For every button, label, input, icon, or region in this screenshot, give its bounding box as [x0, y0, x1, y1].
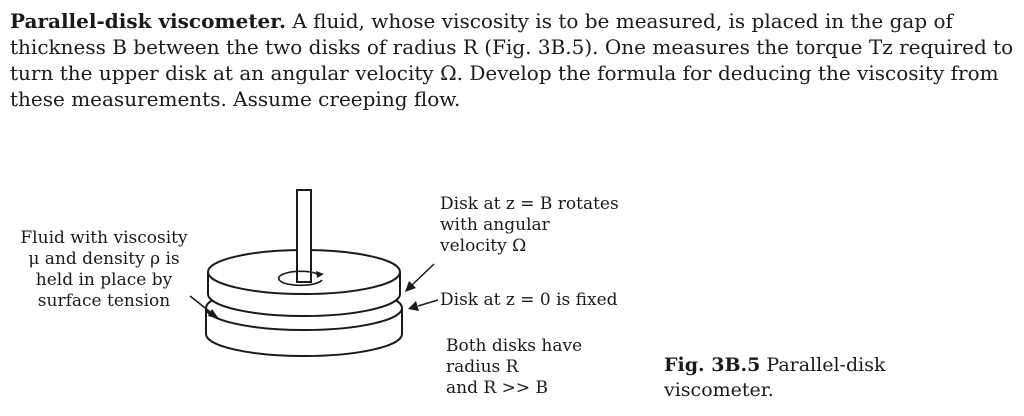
fluid-label: Fluid with viscosity μ and density ρ is held in place by surface tension: [20, 228, 188, 311]
figure-caption-text: Parallel-disk viscometer.: [664, 354, 886, 401]
top-disk-leader-line: [411, 264, 434, 286]
top-disk-label: Disk at z = B rotates with angular velocity Ω: [440, 194, 619, 256]
figure-3b5: [0, 176, 1024, 416]
figure-caption: [664, 353, 964, 403]
problem-body: A fluid, whose viscosity is to be measured, is placed in the gap of thickness B between the two disks of radius R (Fig. 3B.5). One measures the torque Tz required to turn the upper disk at an angular velocity Ω. Develop the formula for deducing the viscosity from these measurements. Assume creeping flow.: [10, 9, 1014, 111]
bottom-disk-label: Disk at z = 0 is fixed: [440, 290, 618, 310]
figure-number: Fig. 3B.5: [664, 354, 761, 376]
bottom-disk-leader-line: [418, 300, 438, 306]
problem-statement: [10, 8, 1014, 112]
problem-title: Parallel-disk viscometer.: [10, 9, 286, 33]
disk-radius-note: Both disks have radius R and R >> B: [446, 336, 583, 398]
shaft: [297, 190, 311, 282]
